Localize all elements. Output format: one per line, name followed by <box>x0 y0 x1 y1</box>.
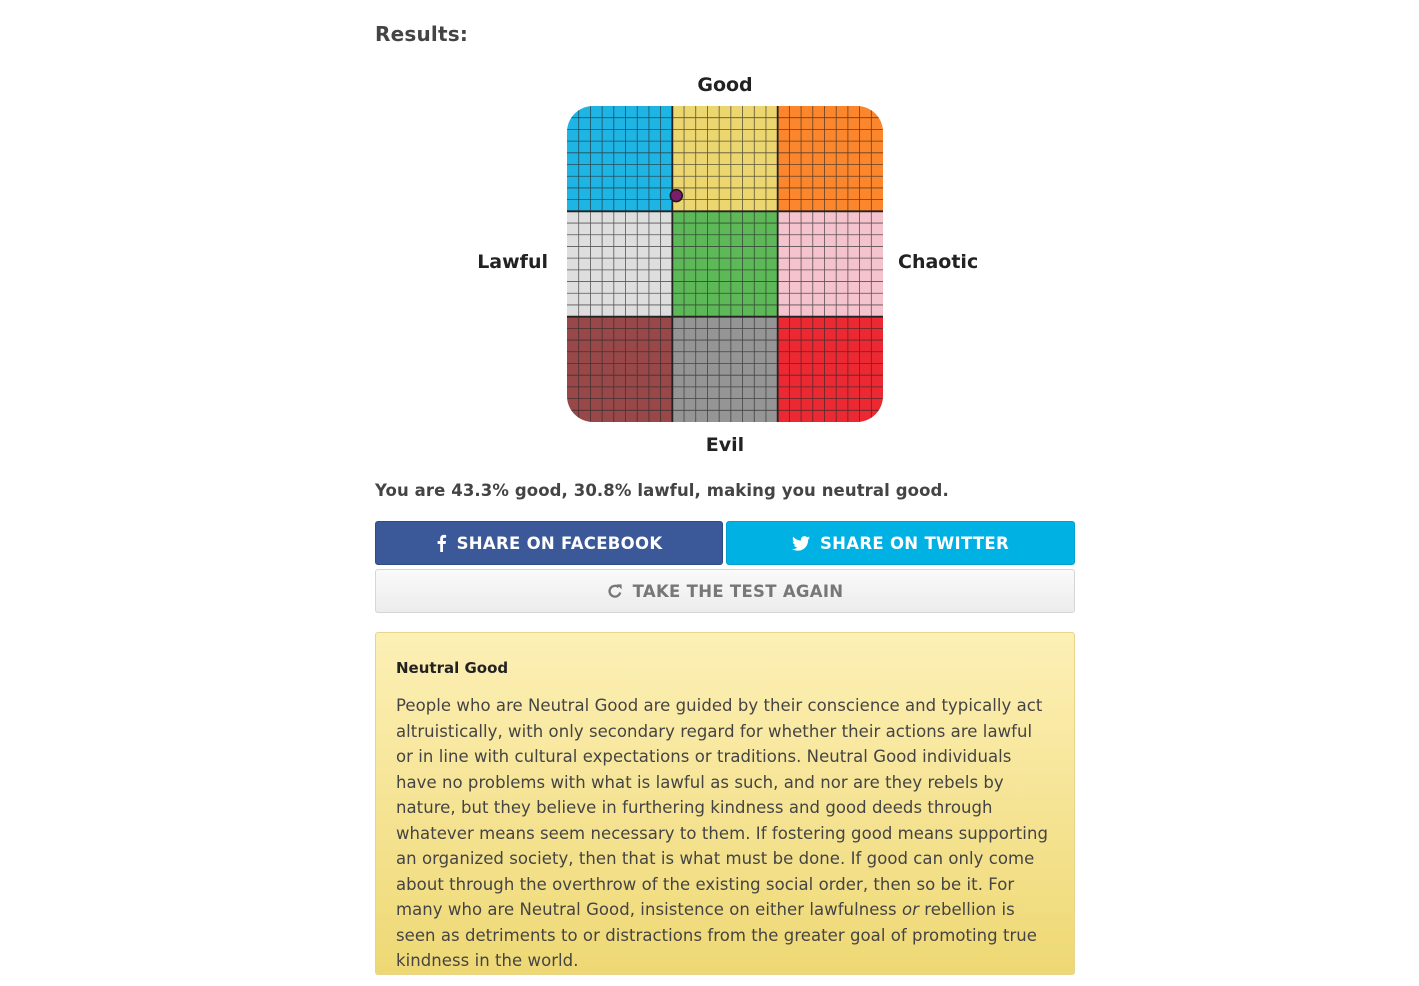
axis-label-chaotic: Chaotic <box>898 251 979 273</box>
take-test-again-button[interactable] <box>375 569 1075 613</box>
result-description-emphasis: or <box>902 900 919 919</box>
result-marker <box>670 190 682 202</box>
twitter-icon <box>792 536 810 551</box>
result-description-card <box>375 632 1075 975</box>
alignment-grid <box>567 106 883 422</box>
result-description-text-end: rebellion is seen as detriments to or distractions from the greater goal of promoting true kindness in the world. <box>396 900 1038 970</box>
facebook-icon <box>436 534 447 552</box>
share-twitter-label: SHARE ON TWITTER <box>819 533 1010 553</box>
share-twitter-button[interactable] <box>726 521 1075 565</box>
alignment-grid-svg <box>567 106 883 422</box>
quadrant-lawful-evil <box>567 317 672 422</box>
quadrant-lawful-good <box>567 106 672 211</box>
quadrant-neutral-good <box>672 106 777 211</box>
result-description-text: People who are Neutral Good are guided by their conscience and typically act altruistically, with only secondary regard for whether their actions are lawful or in line with cultural expectations or traditions. Neutral Good individuals have no problems with what is lawful as such, and nor are they rebels by nature, but they believe in furthering kindness and good deeds through whatever means seem necessary to them. If fostering good means supporting an organized society, then that is what must be done. If good can only come about through the overthrow of the existing social order, then so be it. For many who are Neutral Good, insistence on either lawfulness <box>396 696 1048 919</box>
result-title: Neutral Good <box>396 659 509 677</box>
result-description <box>396 693 1054 974</box>
axis-label-good: Good <box>697 74 753 96</box>
quadrant-lawful-neutral <box>567 211 672 316</box>
quadrant-neutral-evil <box>672 317 777 422</box>
axis-label-evil: Evil <box>705 434 745 456</box>
quadrant-true-neutral <box>672 211 777 316</box>
quadrant-chaotic-good <box>778 106 883 211</box>
quadrant-chaotic-neutral <box>778 211 883 316</box>
results-heading: Results: <box>375 22 469 46</box>
share-facebook-button[interactable] <box>375 521 723 565</box>
result-summary: You are 43.3% good, 30.8% lawful, making you neutral good. <box>375 481 949 500</box>
quadrant-chaotic-evil <box>778 317 883 422</box>
axis-label-lawful: Lawful <box>477 251 548 273</box>
take-test-again-label: TAKE THE TEST AGAIN <box>632 581 844 601</box>
refresh-icon <box>607 583 623 599</box>
share-facebook-label: SHARE ON FACEBOOK <box>456 533 663 553</box>
